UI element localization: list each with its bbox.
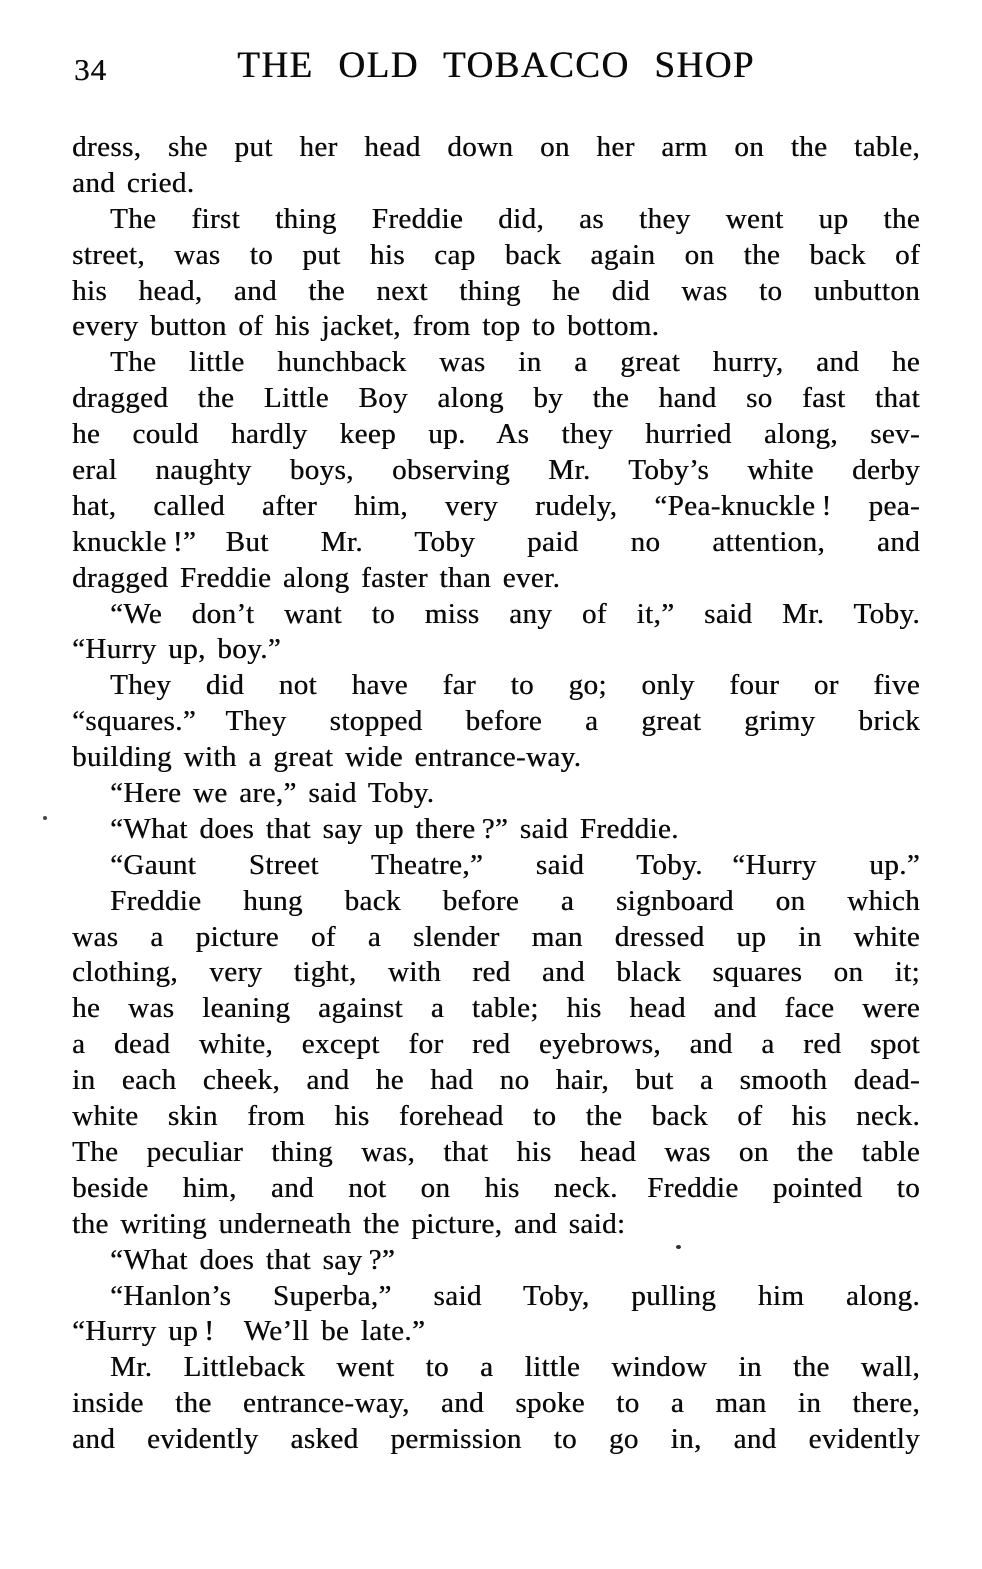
page-number: 34 <box>74 52 107 87</box>
text-line: he could hardly keep up. As they hurried along, sev- <box>72 418 920 451</box>
text-line: dress, she put her head down on her arm on the table, <box>72 131 920 163</box>
text-line: “Hurry up ! We’ll be late.” <box>72 1315 426 1348</box>
text-line: building with a great wide entrance-way. <box>72 741 582 774</box>
text-line: hat, called after him, very rudely, “Pea-knuckle ! pea- <box>72 489 920 522</box>
text-line: and evidently asked permission to go in, and evidently <box>72 1423 920 1456</box>
text-line: clothing, very tight, with red and black squares on it; <box>72 956 920 989</box>
text-line: dragged the Little Boy along by the hand so fast that <box>72 382 920 415</box>
text-line: and cried. <box>72 166 195 199</box>
text-line: a dead white, except for red eyebrows, and a red spot <box>72 1028 920 1061</box>
scan-speck <box>676 1245 681 1249</box>
text-line: They did not have far to go; only four or five <box>110 669 920 702</box>
text-line: eral naughty boys, observing Mr. Toby’s white derby <box>72 454 920 487</box>
text-line: “Hurry up, boy.” <box>72 633 282 666</box>
text-line: the writing underneath the picture, and said: <box>72 1207 626 1240</box>
body-text <box>72 130 920 1458</box>
text-line: inside the entrance-way, and spoke to a man in there, <box>72 1387 920 1420</box>
text-line: dragged Freddie along faster than ever. <box>72 561 561 594</box>
text-line: “Here we are,” said Toby. <box>110 777 435 810</box>
text-line: beside him, and not on his neck. Freddie pointed to <box>72 1171 920 1204</box>
text-line: “squares.” They stopped before a great grimy brick <box>72 705 920 738</box>
text-line: in each cheek, and he had no hair, but a smooth dead- <box>72 1064 920 1097</box>
text-line: “Gaunt Street Theatre,” said Toby. “Hurry up.” <box>110 848 920 881</box>
text-line: The first thing Freddie did, as they went up the <box>110 202 920 235</box>
text-line: he was leaning against a table; his head and face were <box>72 992 920 1025</box>
text-line: “We don’t want to miss any of it,” said Mr. Toby. <box>110 597 920 630</box>
text-line: was a picture of a slender man dressed up in white <box>72 920 920 953</box>
text-line: Freddie hung back before a signboard on which <box>110 884 920 917</box>
text-line: white skin from his forehead to the back of his neck. <box>72 1100 920 1133</box>
scan-speck <box>43 816 47 820</box>
text-line: “Hanlon’s Superba,” said Toby, pulling him along. <box>110 1279 920 1312</box>
text-line: his head, and the next thing he did was to unbutton <box>72 274 920 307</box>
page-title: THE OLD TOBACCO SHOP <box>237 45 755 86</box>
text-line: street, was to put his cap back again on the back of <box>72 238 920 271</box>
text-line: “What does that say up there ?” said Freddie. <box>110 812 679 845</box>
text-line: The little hunchback was in a great hurry, and he <box>110 346 920 379</box>
text-line: every button of his jacket, from top to bottom. <box>72 310 660 343</box>
text-line: The peculiar thing was, that his head was on the table <box>72 1135 920 1168</box>
text-line: “What does that say ?” <box>110 1243 396 1276</box>
text-line: Mr. Littleback went to a little window in the wall, <box>110 1351 920 1384</box>
text-line: knuckle !” But Mr. Toby paid no attention, and <box>72 525 920 558</box>
